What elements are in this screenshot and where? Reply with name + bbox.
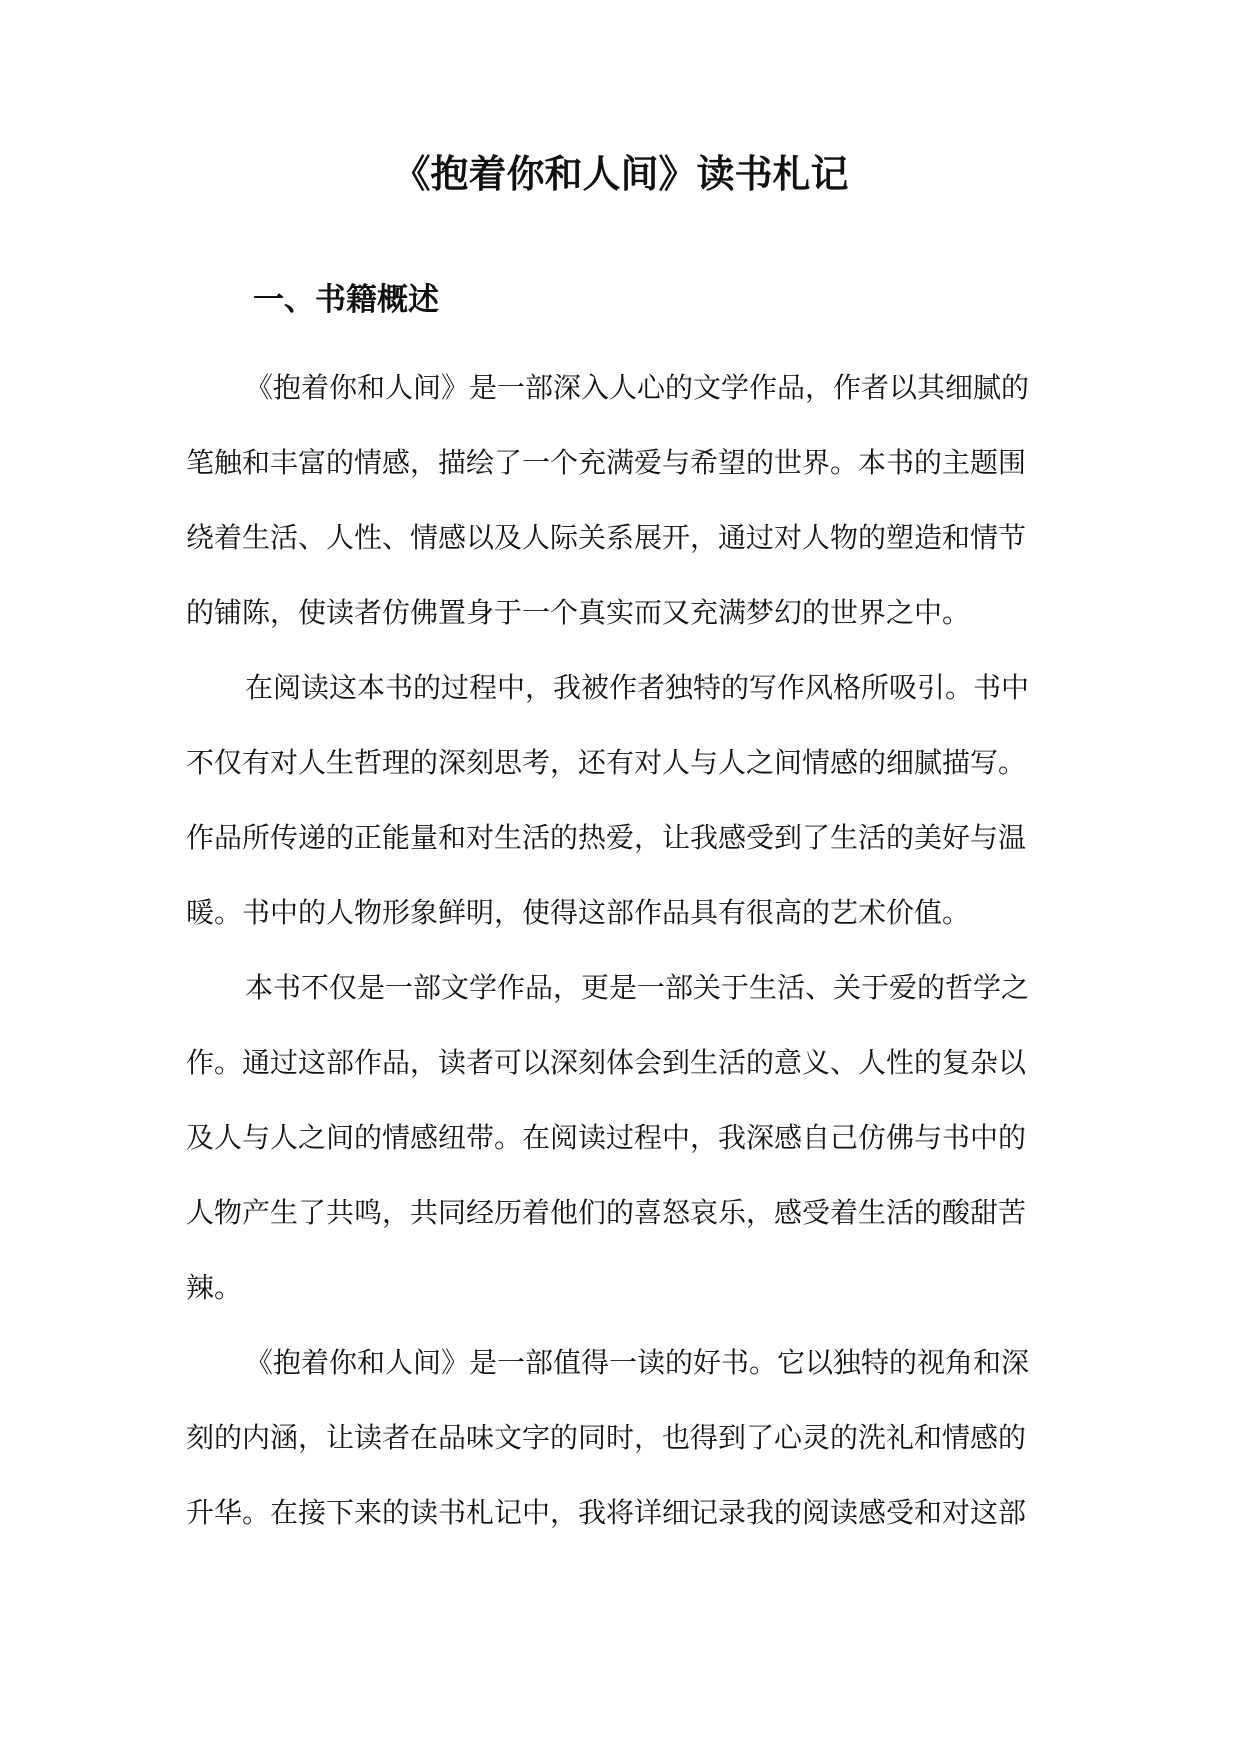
paragraph-line: 本书不仅是一部文学作品，更是一部关于生活、关于爱的哲学之: [245, 971, 1030, 1004]
paragraph-line: 《抱着你和人间》是一部值得一读的好书。它以独特的视角和深: [245, 1346, 1030, 1379]
paragraph-line: 辣。: [186, 1271, 243, 1304]
paragraph-line: 作。通过这部作品，读者可以深刻体会到生活的意义、人性的复杂以: [186, 1046, 1027, 1079]
section-heading-overview: 一、书籍概述: [253, 282, 439, 318]
paragraph-line: 刻的内涵，让读者在品味文字的同时，也得到了心灵的洗礼和情感的: [186, 1421, 1027, 1454]
paragraph-line: 绕着生活、人性、情感以及人际关系展开，通过对人物的塑造和情节: [186, 521, 1027, 554]
paragraph-line: 笔触和丰富的情感，描绘了一个充满爱与希望的世界。本书的主题围: [186, 446, 1027, 479]
paragraph-line: 升华。在接下来的读书札记中，我将详细记录我的阅读感受和对这部: [186, 1496, 1027, 1529]
paragraph-line: 及人与人之间的情感纽带。在阅读过程中，我深感自己仿佛与书中的: [186, 1121, 1027, 1154]
paragraph-line: 在阅读这本书的过程中，我被作者独特的写作风格所吸引。书中: [245, 671, 1030, 704]
document-title: 《抱着你和人间》读书札记: [392, 151, 849, 196]
paragraph-line: 暖。书中的人物形象鲜明，使得这部作品具有很高的艺术价值。: [186, 896, 971, 929]
paragraph-line: 作品所传递的正能量和对生活的热爱，让我感受到了生活的美好与温: [186, 821, 1027, 854]
paragraph-line: 《抱着你和人间》是一部深入人心的文学作品，作者以其细腻的: [245, 371, 1030, 404]
paragraph-line: 人物产生了共鸣，共同经历着他们的喜怒哀乐，感受着生活的酸甜苦: [186, 1196, 1027, 1229]
paragraph-line: 不仅有对人生哲理的深刻思考，还有对人与人之间情感的细腻描写。: [186, 746, 1027, 779]
paragraph-line: 的铺陈，使读者仿佛置身于一个真实而又充满梦幻的世界之中。: [186, 596, 971, 629]
